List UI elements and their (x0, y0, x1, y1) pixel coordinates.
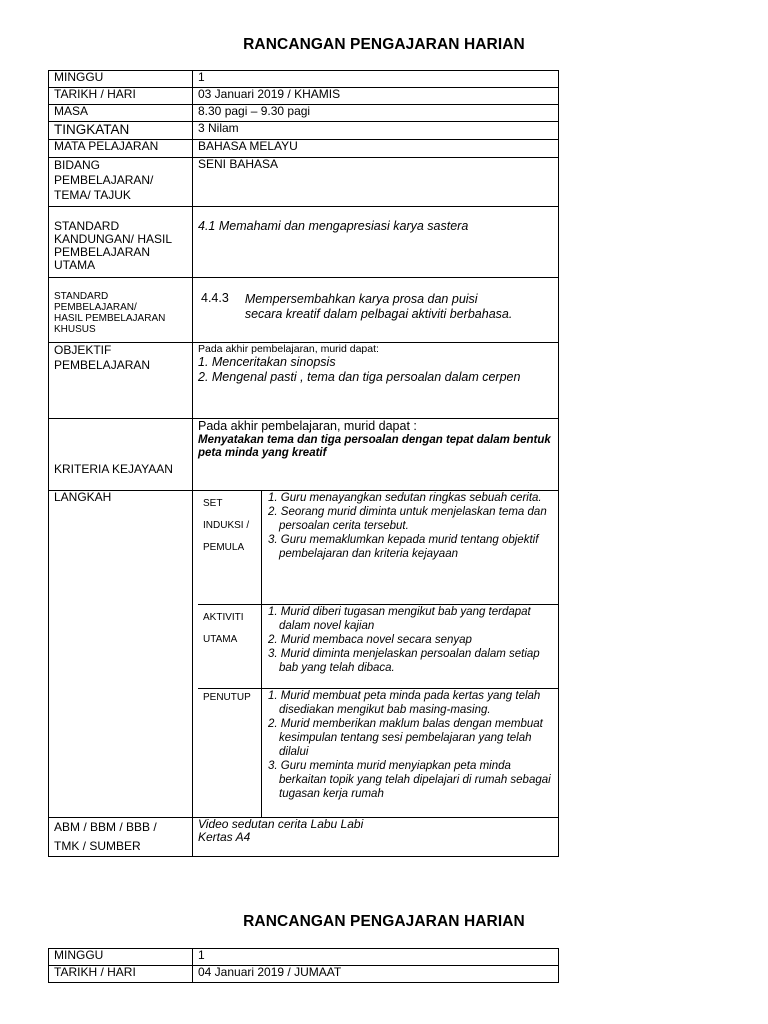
label-minggu: MINGGU (49, 71, 193, 88)
label-line: BIDANG (54, 158, 101, 172)
label-line: PEMBELAJARAN (54, 358, 151, 372)
abm-line: Video sedutan cerita Labu Labi (198, 817, 364, 831)
plan-1-title: RANCANGAN PENGAJARAN HARIAN (243, 36, 525, 53)
row-kriteria (49, 419, 559, 491)
phase-name (198, 491, 262, 604)
row-tarikh-2 (49, 966, 559, 983)
phase-steps (262, 491, 559, 604)
value-masa: 8.30 pagi – 9.30 pagi (193, 105, 559, 122)
phase-penutup (198, 688, 558, 817)
label-line: PEMBELAJARAN/ (54, 302, 137, 313)
label-langkah: LANGKAH (49, 491, 193, 818)
label-tingkatan: TINGKATAN (49, 122, 193, 140)
label-line: KHUSUS (54, 324, 96, 335)
label-line: PEMBELAJARAN (54, 245, 151, 259)
label-line: KANDUNGAN/ HASIL (54, 232, 173, 246)
plan-2-title: RANCANGAN PENGAJARAN HARIAN (243, 913, 525, 930)
label-masa: MASA (49, 105, 193, 122)
value-objektif (193, 343, 559, 419)
sp-content (193, 278, 558, 322)
row-tingkatan (49, 122, 559, 140)
label-mata-pelajaran: MATA PELAJARAN (49, 140, 193, 158)
step-item: 1. Murid diberi tugasan mengikut bab yang terdapat dalam novel kajian (268, 605, 531, 632)
phase-name-line: PENUTUP (203, 691, 251, 703)
label-standard-pembelajaran (49, 278, 193, 343)
lesson-plan-table-2 (48, 948, 559, 983)
langkah-content (193, 491, 559, 818)
value-kriteria (193, 419, 559, 491)
value-abm (193, 818, 559, 857)
row-standard-pembelajaran (49, 278, 559, 343)
label-objektif (49, 343, 193, 419)
phase-steps (262, 604, 559, 688)
label-line: TMK / SUMBER (54, 839, 141, 853)
row-masa (49, 105, 559, 122)
abm-line: Kertas A4 (198, 830, 251, 844)
row-standard-kandungan (49, 207, 559, 278)
lesson-plan-table-1 (48, 70, 559, 857)
phase-name-line: AKTIVITI (203, 611, 244, 623)
kriteria-text: Menyatakan tema dan tiga persoalan dengan tepat dalam bentuk peta minda yang kreatif (198, 434, 551, 459)
row-objektif (49, 343, 559, 419)
label-bidang (49, 158, 193, 207)
row-minggu-2 (49, 949, 559, 966)
row-minggu (49, 71, 559, 88)
label-line: OBJEKTIF (54, 343, 112, 357)
phase-name-line: PEMULA (203, 542, 245, 553)
phase-name (198, 604, 262, 688)
label-line: STANDARD (54, 291, 109, 302)
objektif-item: 2. Mengenal pasti , tema dan tiga persoalan dalam cerpen (198, 370, 521, 384)
step-item: 1. Murid membuat peta minda pada kertas yang telah disediakan mengikut bab masing-masing. (268, 689, 541, 716)
label-line: HASIL PEMBELAJARAN (54, 313, 166, 324)
row-bidang (49, 158, 559, 207)
value-standard-pembelajaran (193, 278, 559, 343)
label-standard-kandungan (49, 207, 193, 278)
objektif-intro: Pada akhir pembelajaran, murid dapat: (198, 343, 379, 355)
step-item: 3. Guru meminta murid menyiapkan peta minda berkaitan topik yang telah dipelajari di rumah sebagai tugasan kerja rumah (268, 759, 551, 800)
value-tarikh: 03 Januari 2019 / KHAMIS (193, 88, 559, 105)
label-abm (49, 818, 193, 857)
label-line: TEMA/ TAJUK (54, 188, 131, 202)
step-item: 2. Murid memberikan maklum balas dengan membuat kesimpulan tentang sesi pembelajaran yang telah dilalui (268, 717, 543, 758)
sp-code: 4.4.3 (201, 291, 229, 305)
langkah-phases (198, 491, 558, 817)
phase-name-line: UTAMA (203, 633, 238, 645)
step-item: 2. Murid membaca novel secara senyap (268, 633, 472, 646)
label-tarikh: TARIKH / HARI (49, 88, 193, 105)
phase-aktiviti-utama (198, 604, 558, 688)
phase-name-line: INDUKSI / (203, 520, 250, 531)
step-item: 2. Seorang murid diminta untuk menjelaskan tema dan persoalan cerita tersebut. (268, 506, 547, 532)
value-standard-kandungan: 4.1 Memahami dan mengapresiasi karya sastera (193, 207, 559, 278)
label-tarikh: TARIKH / HARI (49, 966, 193, 983)
step-item: 3. Murid diminta menjelaskan persoalan dalam setiap bab yang telah dibaca. (268, 647, 540, 674)
value-tarikh: 04 Januari 2019 / JUMAAT (193, 966, 559, 983)
value-tingkatan: 3 Nilam (193, 122, 559, 140)
label-line: UTAMA (54, 258, 96, 272)
value-minggu: 1 (193, 71, 559, 88)
row-mata-pelajaran (49, 140, 559, 158)
value-bidang: SENI BAHASA (193, 158, 559, 207)
step-item: 1. Guru menayangkan sedutan ringkas sebuah cerita. (268, 492, 542, 504)
phase-name (198, 688, 262, 817)
label-line: STANDARD (54, 219, 120, 233)
kriteria-intro: Pada akhir pembelajaran, murid dapat : (198, 419, 417, 433)
phase-steps (262, 688, 559, 817)
objektif-item: 1. Menceritakan sinopsis (198, 355, 336, 369)
label-line: ABM / BBM / BBB / (54, 820, 157, 834)
label-kriteria: KRITERIA KEJAYAAN (49, 419, 193, 491)
row-abm (49, 818, 559, 857)
label-line: PEMBELAJARAN/ (54, 173, 154, 187)
label-minggu: MINGGU (49, 949, 193, 966)
phase-set-induksi (198, 491, 558, 604)
sp-text: Mempersembahkan karya prosa dan puisi secara kreatif dalam pelbagai aktiviti berbahasa. (244, 292, 513, 321)
phase-name-line: SET (203, 498, 223, 509)
value-minggu: 1 (193, 949, 559, 966)
step-item: 3. Guru memaklumkan kepada murid tentang objektif pembelajaran dan kriteria kejayaan (268, 534, 539, 560)
row-langkah (49, 491, 559, 818)
row-tarikh (49, 88, 559, 105)
value-mata-pelajaran: BAHASA MELAYU (193, 140, 559, 158)
